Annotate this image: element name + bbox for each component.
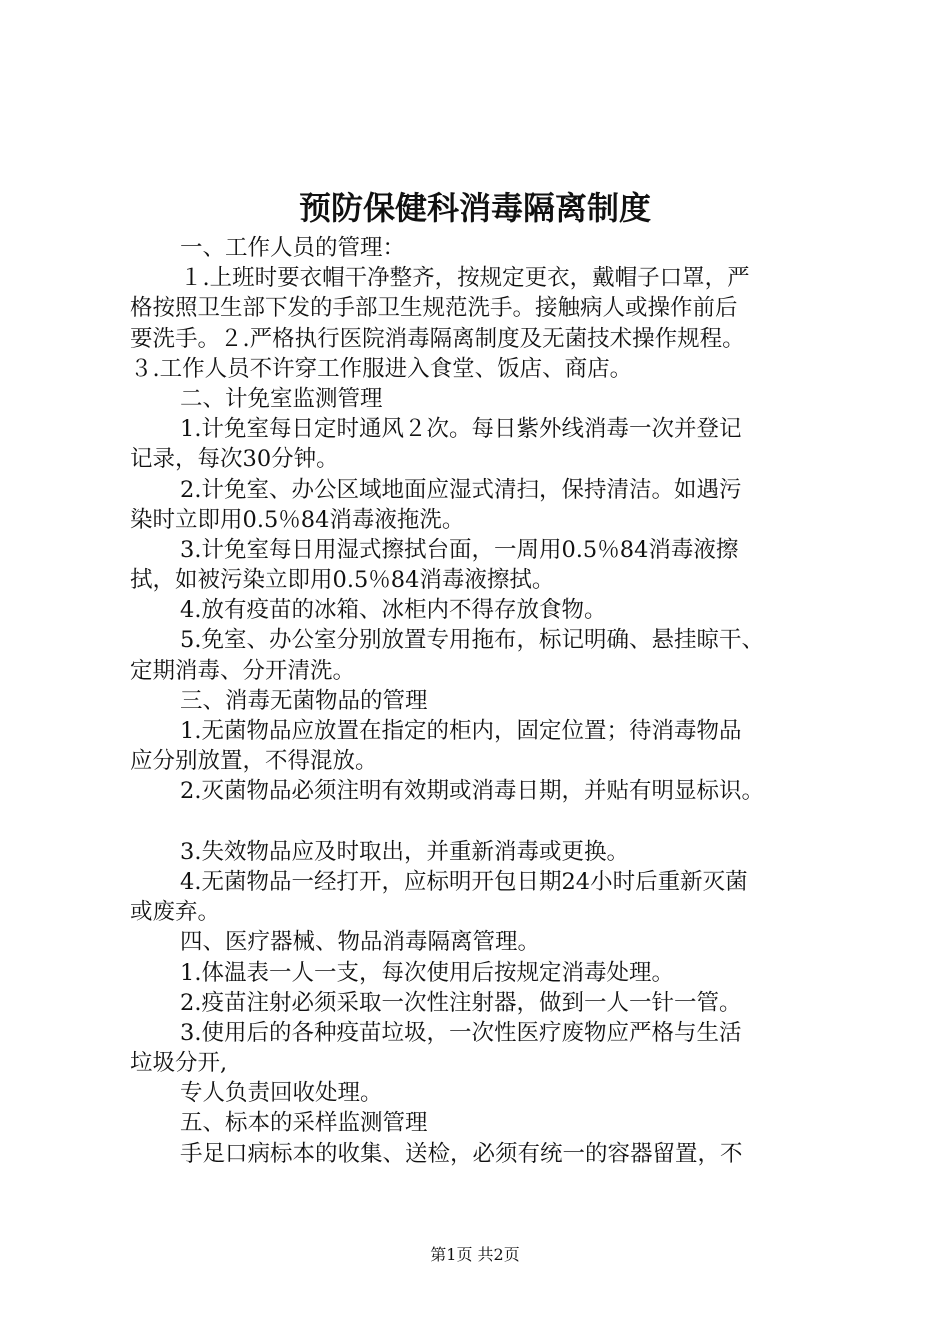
- paragraph-line: 3.失效物品应及时取出，并重新消毒或更换。: [180, 838, 629, 865]
- paragraph-line: 1.体温表一人一支，每次使用后按规定消毒处理。: [180, 959, 674, 986]
- paragraph-line: 格按照卫生部下发的手部卫生规范洗手。接触病人或操作前后: [130, 295, 738, 322]
- section-heading-1: 一、工作人员的管理：: [180, 235, 406, 261]
- paragraph-line: 记录，每次30分钟。: [130, 446, 339, 473]
- section-heading-2: 二、计免室监测管理: [180, 385, 383, 412]
- blank-line: [130, 807, 850, 837]
- paragraph-line: 3.计免室每日用湿式擦拭台面，一周用0.5％84消毒液擦: [180, 536, 739, 563]
- paragraph-line: 定期消毒、分开清洗。: [130, 657, 356, 684]
- paragraph-line: 4.放有疫苗的冰箱、冰柜内不得存放食物。: [180, 597, 607, 624]
- page-footer: 第1页 共2页: [430, 1245, 520, 1264]
- paragraph-line: 2.疫苗注射必须采取一次性注射器，做到一人一针一管。: [180, 989, 742, 1016]
- paragraph-line: 1.无菌物品应放置在指定的柜内，固定位置；待消毒物品: [180, 718, 742, 744]
- paragraph-line: 垃圾分开,: [130, 1050, 228, 1077]
- section-heading-3: 三、消毒无菌物品的管理: [180, 687, 428, 714]
- paragraph-line: 染时立即用0.5％84消毒液拖洗。: [130, 506, 465, 533]
- paragraph-line: 4.无菌物品一经打开，应标明开包日期24小时后重新灭菌: [180, 868, 748, 895]
- paragraph-line: 3.使用后的各种疫苗垃圾，一次性医疗废物应严格与生活: [180, 1019, 742, 1046]
- paragraph-line: 5.免室、办公室分别放置专用拖布，标记明确、悬挂晾干、: [180, 627, 764, 654]
- paragraph-line: 2.计免室、办公区域地面应湿式清扫，保持清洁。如遇污: [180, 476, 742, 503]
- paragraph-line: ３.工作人员不许穿工作服进入食堂、饭店、商店。: [130, 355, 633, 382]
- paragraph-line: 要洗手。２.严格执行医院消毒隔离制度及无菌技术操作规程。: [130, 325, 745, 352]
- section-heading-5: 五、标本的采样监测管理: [180, 1110, 428, 1137]
- paragraph-line: 或废弃。: [130, 899, 221, 926]
- paragraph-line: 拭，如被污染立即用0.5％84消毒液擦拭。: [130, 567, 555, 594]
- section-heading-4: 四、医疗器械、物品消毒隔离管理。: [180, 929, 541, 956]
- paragraph-line: １.上班时要衣帽干净整齐，按规定更衣，戴帽子口罩，严: [180, 265, 750, 292]
- paragraph-line: 应分别放置，不得混放。: [130, 748, 378, 775]
- paragraph-line: 手足口病标本的收集、送检，必须有统一的容器留置，不: [180, 1140, 743, 1167]
- paragraph-line: 1.计免室每日定时通风２次。每日紫外线消毒一次并登记: [180, 416, 742, 443]
- document-body: [130, 233, 850, 1169]
- paragraph-line: 2.灭菌物品必须注明有效期或消毒日期，并贴有明显标识。: [180, 778, 764, 805]
- document-title: 预防保健科消毒隔离制度: [298, 189, 651, 227]
- paragraph-line: 专人负责回收处理。: [180, 1080, 383, 1107]
